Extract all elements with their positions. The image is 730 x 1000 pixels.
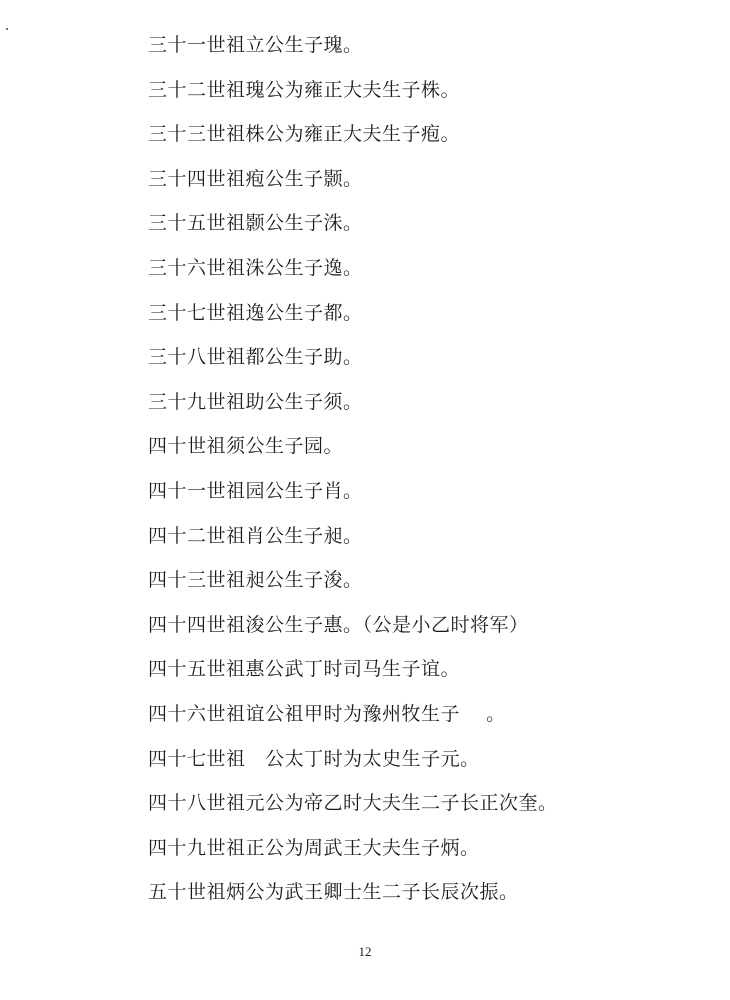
genealogy-line: 四十世祖须公生子园。: [148, 435, 344, 458]
genealogy-line: 三十一世祖立公生子瑰。: [148, 34, 363, 56]
genealogy-line: 五十世祖炳公为武王卿士生二子长辰次振。: [148, 881, 519, 904]
genealogy-line: 三十八世祖都公生子助。: [148, 346, 363, 369]
genealogy-line: 三十九世祖助公生子须。: [148, 390, 363, 413]
genealogy-line: 四十三世祖昶公生子浚。: [148, 569, 363, 592]
genealogy-line: 三十五世祖颢公生子洙。: [148, 212, 363, 235]
genealogy-line: 四十二世祖肖公生子昶。: [148, 524, 363, 547]
genealogy-line: 三十三世祖株公为雍正大夫生子疱。: [148, 123, 461, 146]
genealogy-list: [148, 30, 708, 922]
genealogy-line: 四十五世祖惠公武丁时司马生子谊。: [148, 658, 461, 681]
genealogy-line: 三十四世祖疱公生子颢。: [148, 167, 363, 190]
scan-speck: [6, 28, 8, 30]
genealogy-line: 四十九世祖正公为周武王大夫生子炳。: [148, 836, 480, 859]
genealogy-line: 四十七世祖 公太丁时为太史生子元。: [148, 747, 480, 770]
page-number: 12: [358, 944, 372, 959]
genealogy-line: 四十六世祖谊公祖甲时为豫州牧生子 。: [148, 702, 506, 725]
genealogy-line: 四十一世祖园公生子肖。: [148, 479, 363, 502]
genealogy-line: 四十四世祖浚公生子惠。（公是小乙时将军）: [148, 613, 529, 636]
genealogy-line: 三十二世祖瑰公为雍正大夫生子株。: [148, 78, 461, 101]
genealogy-line: 四十八世祖元公为帝乙时大夫生二子长正次奎。: [148, 792, 558, 815]
genealogy-line: 三十七世祖逸公生子都。: [148, 301, 363, 324]
genealogy-line: 三十六世祖洙公生子逸。: [148, 256, 363, 279]
